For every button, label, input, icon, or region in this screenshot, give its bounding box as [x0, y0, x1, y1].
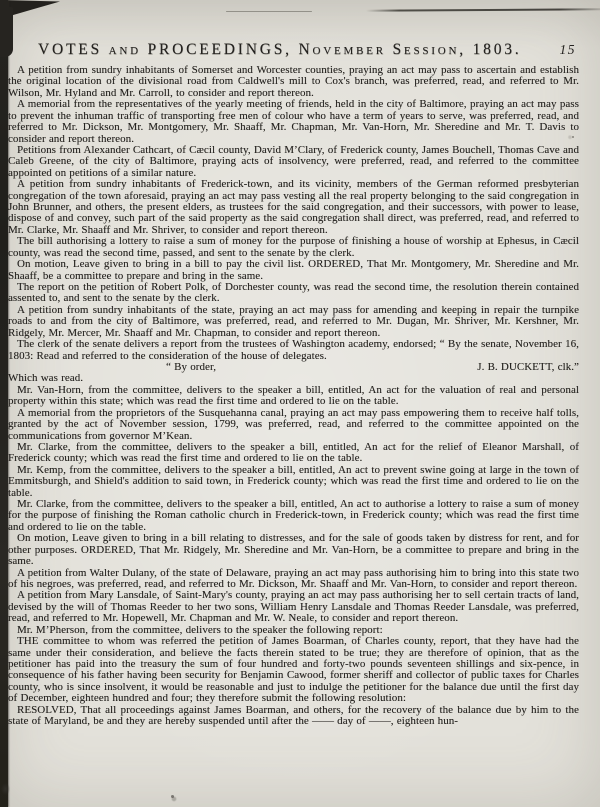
paragraph: A petition from sundry inhabitants of Frederick-town, and its vicinity, members of the German reformed presbyterian congregation of the town aforesaid, praying an act may pass vesting all the real property belonging to the said congregation in John Brunner, and others, the present elders, as trustees for the said congregation, and their successors, with power to lease, dispose of and convey, such part of the said property as the said congregation shall direct, was preferred, read, and referred to Mr. Clarke, Mr. Shaaff and Mr. Shriver, to consider and report thereon. — [8, 178, 579, 236]
scan-left-edge-bar — [0, 0, 8, 807]
paragraph: A memorial from the representatives of the yearly meeting of friends, held in the city of Baltimore, praying an act may pass to prevent the inhuman traffic of transporting free men of colour who have a term of years to serve, was preferred, read, and referred to Mr. Dickson, Mr. Montgomery, Mr. Shaaff, Mr. Chapman, Mr. Van-Horn, Mr. Sheredine and Mr. T. Davis to consider and report thereon. — [8, 98, 579, 145]
paragraph: A petition from sundry inhabitants of the state, praying an act may pass for amending and keeping in repair the turnpike roads to and from the city of Baltimore, was preferred, read, and referred to Mr. Dugan, Mr. Shriver, Mr. Kershner, Mr. Ridgely, Mr. Mercer, Mr. Shaaff and Mr. Chapman, to consider and report thereon. — [8, 303, 579, 339]
scan-speck — [171, 795, 174, 798]
paragraph: Petitions from Alexander Cathcart, of Cæcil county, David M’Clary, of Frederick county, James Bouchell, Thomas Cave and Caleb Greene, of the city of Baltimore, praying acts of insolvency, were preferred, read, and referred to the committee appointed on petitions of a similar nature. — [8, 143, 579, 179]
page-title: VOTES and PROCEEDINGS, November Session, 1803. — [38, 41, 522, 58]
paragraph: A memorial from the proprietors of the Susquehanna canal, praying an act may pass empowering them to receive half tolls, granted by the act of November session, 1799, was preferred, read, and referred to the committee appointed on the communications from governor M’Kean. — [8, 406, 579, 442]
paragraph: Mr. Clarke, from the committee, delivers to the speaker a bill, entitled, An act to authorise a lottery to raise a sum of money for the purpose of finishing the Roman catholic church in Frederick-town, in Frederick county; which was read the first time and ordered to lie on the table. — [8, 498, 579, 533]
paragraph: The bill authorising a lottery to raise a sum of money for the purpose of finishing a house of worship at Ephesus, in Cæcil county, was read the second time, passed, and sent to the senate by the clerk. — [8, 235, 579, 259]
paragraph: Mr. Van-Horn, from the committee, delivers to the speaker a bill, entitled, An act for the valuation of real and personal property within this state; which was read the first time and ordered to lie on the table. — [8, 383, 579, 408]
paragraph: The clerk of the senate delivers a report from the trustees of Washington academy, endorsed; “ By the senate, November 16, 1803: Read and referred to the consideration of the house of delegates. — [8, 338, 579, 362]
paragraph: Which was read. — [8, 372, 84, 385]
paragraph: On motion, Leave given to bring in a bill to pay the civil list. ORDERED, That Mr. Montgomery, Mr. Sheredine and Mr. Shaaff, be a committee to prepare and bring in the same. — [8, 258, 579, 282]
page-number: 15 — [559, 42, 576, 57]
paragraph: A petition from Walter Dulany, of the state of Delaware, praying an act may pass authorising him to bring into this state two of his negroes, was preferred, read, and referred to Mr. Dickson, Mr. Shaaff and Mr. Van-Horn, to consider and report thereon. — [8, 566, 579, 590]
document-body — [8, 65, 579, 727]
scan-top-streak-faint — [226, 11, 312, 12]
paragraph: The report on the petition of Robert Polk, of Dorchester county, was read the second time, the resolution therein contained assented to, and sent to the senate by the clerk. — [8, 281, 579, 305]
paragraph: A petition from Mary Lansdale, of Saint-Mary's county, praying an act may pass authorising her to sell certain tracts of land, devised by the will of Thomas Reeder to her two sons, William Henry Lansdale and Thomas Reeder Lansdale, was preferred, read, and referred to Mr. Hopewell, Mr. Chapman and Mr. W. Neale, to consider and report thereon. — [8, 589, 579, 625]
paragraph: Mr. M’Pherson, from the committee, delivers to the speaker the following report: — [17, 623, 383, 636]
scan-top-streak — [366, 8, 600, 11]
scan-bottom-smudge — [1, 783, 10, 795]
paragraph: Mr. Kemp, from the committee, delivers to the speaker a bill, entitled, An act to prevent swine going at large in the town of Emmitsburgh, and Shield's addition to said town, in Frederick county; which was read the first time and ordered to lie on the table. — [8, 463, 579, 499]
page-header — [0, 41, 600, 59]
paragraph: RESOLVED, That all proceedings against James Boarman, and others, for the recovery of the balance due by him to the state of Maryland, be and they are hereby suspended until after the —— day of ——, eighteen hun- — [8, 703, 579, 728]
by-order-label: “ By order, — [166, 360, 217, 373]
paragraph: On motion, Leave given to bring in a bill relating to distresses, and for the sale of goods taken by distress for rent, and for other purposes. ORDERED, That Mr. Ridgely, Mr. Sheredine and Mr. Van-Horn, be a committee to prepare and bring in the same. — [8, 532, 579, 568]
paragraph: A petition from sundry inhabitants of Somerset and Worcester counties, praying an act may pass to ascertain and establish the original location of the divisional road from Caldwell's mill to Cox's branch, was preferred, read, and referred to Mr. Wilson, Mr. Hyland and Mr. Carroll, to consider and report thereon. — [8, 64, 579, 99]
paragraph: THE committee to whom was referred the petition of James Boarman, of Charles county, report, that they have had the same under their consideration, and believe the facts therein stated to be true; they are therefore of opinion, that as the petitioner has paid into the treasury the sum of four hundred and forty-two pounds seventeen shillings and six-pence, in consequence of his father having been security for Benjamin Cawood, former sheriff and collector of public taxes for Charles county, who is since insolvent, it would be reasonable and just to indulge the petitioner for the balance due until the first day of December, eighteen hundred and four; they therefore submit the following resolution: — [8, 635, 579, 705]
attestation-line — [8, 362, 579, 373]
clerk-signature: J. B. DUCKETT, clk.” — [477, 360, 579, 373]
paragraph: Mr. Clarke, from the committee, delivers to the speaker a bill, entitled, An act for the relief of Eleanor Marshall, of Frederick county; which was read the first time and ordered to lie on the table. — [8, 440, 579, 465]
